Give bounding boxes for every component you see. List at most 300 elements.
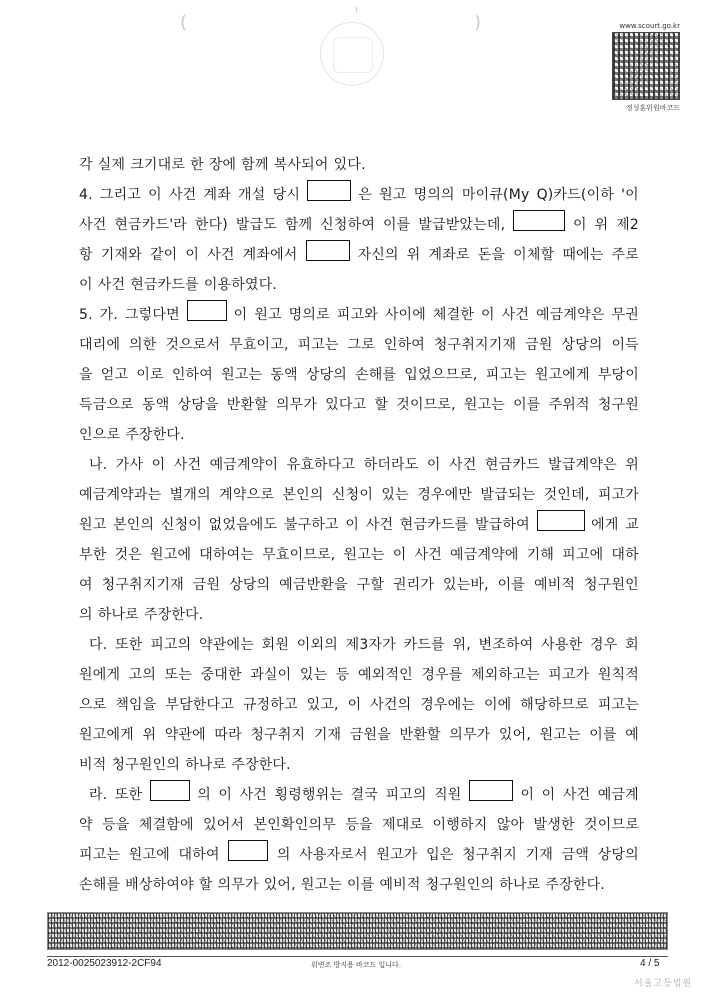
word: 의한 <box>129 337 157 353</box>
word: 발급받았는데, <box>418 217 506 233</box>
word: 상당을 <box>177 397 219 413</box>
word: 청구원 <box>597 397 639 413</box>
word: 이를 <box>589 727 617 743</box>
word: 그리고 <box>99 187 142 203</box>
word: 부담한다고 <box>165 697 234 713</box>
word: 의 <box>276 847 291 863</box>
word: 돈을 <box>477 247 506 263</box>
word: 피고는 <box>79 847 121 863</box>
word: 직원 <box>434 787 462 803</box>
word: 부당이 <box>597 367 639 383</box>
word: 경우 <box>590 637 618 653</box>
word: 사건 <box>365 517 394 533</box>
word: 이 <box>185 247 200 263</box>
word: 대하 <box>611 547 639 563</box>
word: 이 <box>218 787 233 803</box>
text-line <box>79 480 639 510</box>
redaction-box <box>513 210 565 231</box>
word: 경우를 <box>421 667 463 683</box>
verification-qr-block <box>604 22 680 113</box>
text-line <box>79 810 639 840</box>
word: 예 <box>625 727 639 743</box>
word: 중대한 <box>200 667 242 683</box>
word: 제외하고는 <box>471 667 540 683</box>
word: 사건 <box>449 457 477 473</box>
text-line <box>79 450 639 480</box>
word: 계좌로 <box>428 247 470 263</box>
word: 무권 <box>611 307 639 323</box>
word: 한 <box>190 157 204 173</box>
word: 사건 <box>207 247 235 263</box>
word: 사용자로서 <box>299 847 368 863</box>
barcode-note: 위변조 방지용 바코드 입니다. <box>311 961 402 969</box>
redaction-box <box>150 780 190 801</box>
redaction-box <box>469 780 513 801</box>
word: 예비적 <box>533 577 576 593</box>
word: 주장한다. <box>125 427 185 443</box>
word: 있어, <box>498 727 532 743</box>
word: 인으로 <box>79 427 121 443</box>
word: 할 <box>374 397 389 413</box>
word: 결국 <box>350 787 378 803</box>
word: 예금계 <box>597 787 639 803</box>
word: 사건 <box>173 457 202 473</box>
word: 고의 <box>128 667 157 683</box>
word: 따라 <box>214 727 242 743</box>
word: 이체할 <box>513 247 555 263</box>
word: 청구원인의 <box>425 877 495 893</box>
word: 피고와 <box>336 307 378 323</box>
word: 피고가 <box>597 487 639 503</box>
word: 발급하여 <box>475 517 530 533</box>
word: 이로 <box>136 367 164 383</box>
word: 금원 <box>192 577 221 593</box>
footer-rule <box>47 956 668 957</box>
word: 상당의 <box>597 847 639 863</box>
word: 득금으로 <box>79 397 134 413</box>
word: Q)카드(이하 <box>536 187 615 203</box>
text-line <box>79 720 639 750</box>
word: 회원 <box>261 637 290 653</box>
word: 예금계약이 <box>209 457 279 473</box>
word: 이득 <box>611 337 639 353</box>
word: 손해를 <box>79 877 121 893</box>
word: 등 <box>335 667 350 683</box>
anti-forgery-barcode <box>47 912 668 950</box>
word: 해당하므로 <box>520 697 589 713</box>
text-line <box>79 150 639 180</box>
word: 의 <box>197 787 211 803</box>
word: 금원을 <box>349 727 391 743</box>
word: 하더라도 <box>363 457 419 473</box>
word: 원고가 <box>376 847 418 863</box>
word: 신청하여 <box>320 217 376 233</box>
word: 횡령행위는 <box>274 787 344 803</box>
word: 기재와 <box>100 247 142 263</box>
text-line <box>79 420 639 450</box>
text-line <box>79 300 639 330</box>
word: 원고에게 <box>534 367 590 383</box>
text-line <box>79 510 639 540</box>
text-line <box>79 600 639 630</box>
word: 본인의 <box>113 517 155 533</box>
word: 주로 <box>611 247 639 263</box>
page-number: 4 / 5 <box>640 958 660 969</box>
text-line <box>79 210 639 240</box>
word: 4. <box>79 187 93 203</box>
word: 의무가 <box>217 877 259 893</box>
word: 이 <box>233 307 248 323</box>
word: 얻고 <box>100 367 129 383</box>
word: 제3자가 <box>345 637 396 653</box>
word: 약관에는 <box>199 637 254 653</box>
word: 있다고 <box>325 397 367 413</box>
word: 을 <box>79 367 93 383</box>
text-line <box>79 390 639 420</box>
text-line <box>79 780 639 810</box>
word: 이용하였다. <box>203 277 278 293</box>
word: 사용한 <box>541 637 583 653</box>
word: 피고의 <box>150 637 192 653</box>
word: 있는 <box>299 667 328 683</box>
word: 그로 <box>347 337 375 353</box>
text-line <box>79 330 639 360</box>
word: 사건 <box>239 787 268 803</box>
word: 예외적인 <box>358 667 413 683</box>
word: 권리가 <box>392 577 435 593</box>
word: 있고, <box>306 697 339 713</box>
word: 것이므로 <box>584 817 639 833</box>
text-line <box>79 270 639 300</box>
word: 발생한 <box>533 817 575 833</box>
word: 원고는 <box>300 877 342 893</box>
word: 교 <box>625 517 639 533</box>
court-seal-watermark <box>320 22 384 86</box>
word: 이 <box>79 277 93 293</box>
word: 당시 <box>272 187 301 203</box>
word: 않아 <box>496 817 525 833</box>
word: 청구원인의 <box>111 757 181 773</box>
word: 이를 <box>346 877 375 893</box>
redaction-box <box>228 840 268 861</box>
word: 크기대로 <box>130 157 186 173</box>
word: 이 <box>345 517 360 533</box>
word: 위, <box>452 637 471 653</box>
word: 원고는 <box>221 367 263 383</box>
word: 사건 <box>168 187 197 203</box>
word: 피고의 <box>385 787 427 803</box>
word: 대리에 <box>79 337 121 353</box>
word: 이를 <box>513 397 541 413</box>
word: 것이므로, <box>396 397 456 413</box>
word: 원고에게 <box>79 727 134 743</box>
word: 원고는 <box>539 727 581 743</box>
word: 원고에 <box>128 847 170 863</box>
word: 무효이므로, <box>262 547 336 563</box>
text-line <box>79 360 639 390</box>
word: 제대로 <box>382 817 424 833</box>
court-name: 서울고등법원 <box>634 979 693 989</box>
word: 경우에만 <box>417 487 473 503</box>
word: 무효이고, <box>229 337 289 353</box>
word: 이 <box>520 787 535 803</box>
word: 신청이 <box>331 487 374 503</box>
word: 때에는 <box>562 247 604 263</box>
word: 발급계약은 <box>548 457 617 473</box>
word: 기재 <box>525 847 554 863</box>
word: 것으로서 <box>165 337 221 353</box>
word: 배상하여야 <box>125 877 194 893</box>
word: 여 <box>79 577 93 593</box>
word: 현금카드 <box>484 457 540 473</box>
word: 등을 <box>345 817 373 833</box>
text-line <box>79 750 639 780</box>
word: 본인의 <box>282 487 324 503</box>
word: 자신의 <box>357 247 399 263</box>
word: 현금카드'라 <box>114 217 187 233</box>
word: 약관에 <box>164 727 206 743</box>
text-line <box>79 690 639 720</box>
word: 명의의 <box>413 187 455 203</box>
word: 별개의 <box>169 487 211 503</box>
word: 있다. <box>333 157 366 173</box>
word: 함께 <box>284 217 313 233</box>
word: 5. <box>79 307 93 323</box>
word: 한다) <box>194 217 228 233</box>
word: 발급도 <box>235 217 277 233</box>
word: 계좌 <box>203 187 231 203</box>
document-body <box>79 150 639 900</box>
word: 원고 <box>79 517 107 533</box>
word: 있어, <box>263 877 296 893</box>
word: 회 <box>625 637 639 653</box>
word: 원고 <box>379 187 407 203</box>
word: 이 <box>480 307 495 323</box>
word: 마이큐(My <box>461 187 530 203</box>
word: 손해를 <box>355 367 397 383</box>
word: 원고 <box>254 307 282 323</box>
word: 이외의 <box>296 637 338 653</box>
word: 사건 <box>97 277 126 293</box>
word: 피고는 <box>297 337 339 353</box>
word: 실제 <box>97 157 126 173</box>
word: 신청이 <box>160 517 203 533</box>
word: 원에게 <box>79 667 121 683</box>
word: 사건 <box>501 307 530 323</box>
word: 현금카드를 <box>399 517 469 533</box>
word: 대하여 <box>178 847 220 863</box>
word: 부한 <box>79 547 107 563</box>
word: 카드를 <box>403 637 445 653</box>
word: 이 <box>347 697 362 713</box>
text-line <box>79 570 639 600</box>
word: 할 <box>198 877 213 893</box>
word: 동액 <box>141 397 170 413</box>
word: 상당의 <box>561 337 603 353</box>
text-line <box>79 630 639 660</box>
word: 주장한다. <box>545 877 605 893</box>
redaction-box <box>306 240 350 261</box>
word: 계좌에서 <box>242 247 298 263</box>
word: 청구취지기재 <box>101 577 184 593</box>
word: 다. <box>89 637 108 653</box>
qr-url: www.scourt.go.kr <box>619 22 680 30</box>
word: 피고에 <box>562 547 604 563</box>
word: 장에 <box>208 157 237 173</box>
text-line <box>79 660 639 690</box>
word: 같이 <box>149 247 178 263</box>
word: 사건 <box>79 217 107 233</box>
word: 것은 <box>114 547 142 563</box>
word: '이 <box>621 187 639 203</box>
word: 또한 <box>115 637 143 653</box>
word: 하나로 <box>97 607 139 623</box>
word: 각 <box>79 157 93 173</box>
word: 계약으로 <box>219 487 275 503</box>
scan-mark: ( <box>180 12 188 33</box>
word: 의무가 <box>275 397 318 413</box>
document-code: 2012-0025023912-2CF94 <box>47 958 162 969</box>
word: 동액 <box>270 367 298 383</box>
word: 위 <box>406 247 421 263</box>
word: 본인확인의무 <box>253 817 336 833</box>
word: 비적 <box>79 757 107 773</box>
word: 대하여는 <box>199 547 255 563</box>
word: 청구취지 <box>250 727 306 743</box>
word: 개설 <box>238 187 266 203</box>
word: 피고가 <box>548 667 590 683</box>
word: 의무가 <box>449 727 491 743</box>
word: 위 <box>594 217 609 233</box>
word: 이를 <box>497 577 526 593</box>
word: 위 <box>625 457 639 473</box>
word: 유효하다고 <box>286 457 356 473</box>
word: 주장한다. <box>143 607 204 623</box>
word: 이 <box>392 547 407 563</box>
word: 위 <box>142 727 157 743</box>
word: 제2 <box>616 217 639 233</box>
word: 이 <box>151 457 166 473</box>
word: 이 <box>541 787 556 803</box>
word: 예금계약은 <box>535 307 605 323</box>
word: 함께 <box>241 157 269 173</box>
word: 인하여 <box>383 337 426 353</box>
word: 주장한다. <box>231 757 291 773</box>
word: 체결한 <box>432 307 475 323</box>
word: 구할 <box>356 577 385 593</box>
word: 하나로 <box>185 757 227 773</box>
word: 약 <box>79 817 93 833</box>
word: 없었음에도 <box>208 517 278 533</box>
word: 예금계약과는 <box>79 487 162 503</box>
word: 규정하고 <box>242 697 298 713</box>
word: 이행하지 <box>432 817 488 833</box>
word: 청구취지 <box>462 847 518 863</box>
text-line <box>79 240 639 270</box>
word: 원고는 <box>463 397 505 413</box>
word: 에게 <box>591 517 619 533</box>
redaction-box <box>537 510 585 531</box>
word: 사건 <box>562 787 591 803</box>
word: 이 <box>572 217 587 233</box>
text-line <box>79 840 639 870</box>
word: 가. <box>99 307 119 323</box>
word: 사이에 <box>384 307 426 323</box>
word: 있어서 <box>203 817 245 833</box>
word: 경우에는 <box>420 697 476 713</box>
scan-mark: ) <box>474 12 482 33</box>
word: 인하여 <box>171 367 213 383</box>
word: 이에 <box>483 697 512 713</box>
word: 발급되는 <box>480 487 536 503</box>
word: 원고에 <box>150 547 192 563</box>
word: 나. <box>89 457 108 473</box>
word: 피고는 <box>485 367 527 383</box>
word: 피고는 <box>597 697 639 713</box>
word: 기재 <box>313 727 342 743</box>
word: 복사되어 <box>273 157 329 173</box>
word: 명의로 <box>288 307 330 323</box>
word: 금원 <box>525 337 553 353</box>
word: 사건 <box>414 547 442 563</box>
text-line <box>79 870 639 900</box>
word: 체결함에 <box>138 817 194 833</box>
word: 하나로 <box>499 877 541 893</box>
word: 으로 <box>79 697 107 713</box>
word: 상당의 <box>305 367 347 383</box>
word: 있는 <box>381 487 409 503</box>
word: 입은 <box>426 847 454 863</box>
word: 의 <box>79 607 93 623</box>
word: 있는바, <box>442 577 489 593</box>
word: 항 <box>79 247 93 263</box>
word: 입었으므로, <box>404 367 478 383</box>
word: 사건의 <box>370 697 412 713</box>
word: 것인데, <box>543 487 590 503</box>
redaction-box <box>187 300 227 321</box>
word: 과실이 <box>250 667 292 683</box>
word: 이 <box>148 187 162 203</box>
word: 또는 <box>164 667 193 683</box>
scan-mark: ˈ <box>354 4 359 25</box>
word: 또한 <box>114 787 143 803</box>
word: 예비적 <box>379 877 421 893</box>
word: 금액 <box>561 847 590 863</box>
word: 책임을 <box>115 697 157 713</box>
word: 주위적 <box>548 397 590 413</box>
word: 청구원인 <box>584 577 639 593</box>
word: 반환할 <box>399 727 441 743</box>
word: 예금계약에 <box>450 547 519 563</box>
text-line <box>79 540 639 570</box>
word: 이 <box>426 457 441 473</box>
word: 반환할 <box>226 397 268 413</box>
word: 가사 <box>115 457 144 473</box>
redaction-box <box>307 180 351 201</box>
word: 원칙적 <box>597 667 639 683</box>
word: 예금반환을 <box>279 577 348 593</box>
word: 변조하여 <box>478 637 534 653</box>
word: 은 <box>358 187 372 203</box>
word: 상당의 <box>229 577 271 593</box>
qr-code <box>612 32 680 100</box>
word: 현금카드를 <box>130 277 199 293</box>
word: 기해 <box>526 547 555 563</box>
text-line <box>79 180 639 210</box>
word: 그렇다면 <box>124 307 180 323</box>
qr-caption: 정성훈위원바코드 <box>625 104 680 112</box>
word: 등을 <box>102 817 130 833</box>
